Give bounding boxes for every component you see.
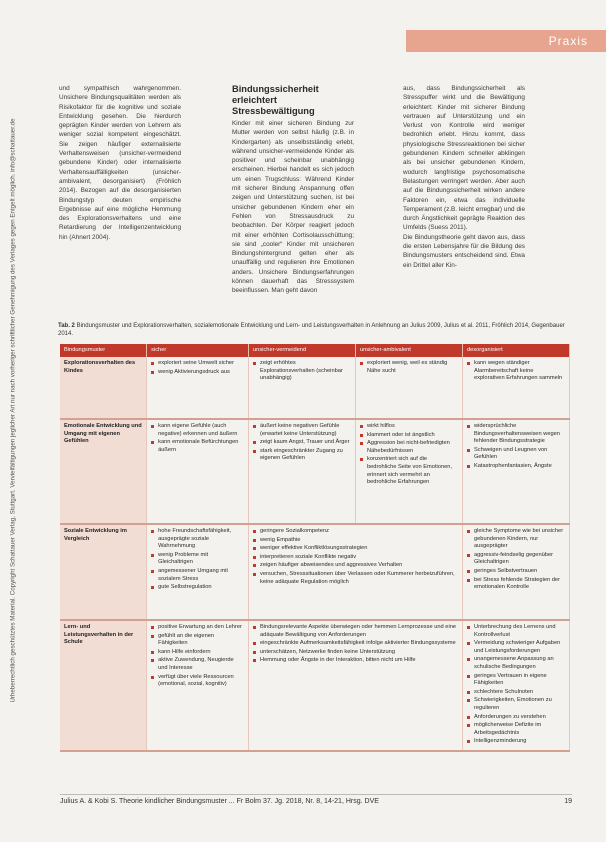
bullet-item: versuchen, Stresssituationen über Verlassen oder Kummerer herbeizuführen, keine adäquate Regulation möglich [260,571,458,586]
table-cell [462,357,569,419]
column-1-text: und sympathisch wahrgenommen. Unsichere Bindungsqualitäten werden als Risikofaktor für die kognitive und soziale Entwicklung gesehen. Die hierdurch geprägten Kinder werden von Lehrern als weniger sozial kompetent eingeschätzt. Sie zeigen häufiger externalisierte Verhaltensweisen (unsicher-vermeidend gebundene Kinder) oder internalisierte Verhaltensauffälligkeiten (unsicher-ambivalent, desorganisiert) (Fröhlich 2014). Bezogen auf die desorganisierten Bindungstyp deuten empirische Ergebnisse auf eine mögliche Hemmung des Explorationsverhaltens und eine Retardierung der Intelligenzentwicklung hin (Ahnert 2004). [59,85,181,241]
bullet-item: positive Erwartung an den Lehrer [158,624,244,632]
table-header-cell: unsicher-ambivalent [355,344,462,357]
table-cell [462,620,569,751]
table-cell [147,419,249,524]
bullet-item: Intelligenzminderung [474,738,565,746]
table-cell [462,419,569,524]
bullet-item: kann Hilfe einfordern [158,649,244,657]
bullet-item: wenig Aktivierungsdruck aus [158,369,244,377]
bullet-item: wirkt hilflos [367,423,458,431]
bullet-list [467,360,565,383]
column-2-text: Kinder mit einer sicheren Bindung zur Mutter werden von selbst häufig (z.B. in Kindergarten) als unselbstständig erlebt, während unsicher-vermeidende Kinder als positiver und scheinbar unabhängig erscheinen. Hierbei handelt es sich jedoch um einen Trugschluss: Während Kinder mit sicherer Bindung Anspannung offen zeigen und Unterstützung suchen, ist bei unsicher gebundenen Kindern eher ein Fehlen von Stressausdruck zu beobachten. Der Körper reagiert jedoch mit einer erhöhten Cortisolausschüttung; sie sind „cooler“ Kinder mit unsicheren Bindungshintergrund gelten eher als unauffällig und regulieren ihre Emotionen anders. Unsichere Bindungserfahrungen können dauerhaft das Stresssystem beeinflussen. Man geht davon [232,120,354,295]
bullet-list [467,624,565,746]
bullet-item: widersprüchliche Bindungsverhaltensweisen wegen fehlender Bindungsstrategie [474,423,565,446]
bullet-item: hohe Freundschaftsfähigkeit, ausgeprägte soziale Wahrnehmung [158,528,244,551]
bullet-item: eingeschränkte Aufmerksamkeitsfähigkeit infolge aktivierter Bindungssysteme [260,640,458,648]
column-3-text-b: Die Bindungstheorie geht davon aus, dass die ersten Lebensjahre für die Bildung des Bindungsmusters entscheidend sind. Etwa ein Drittel aller Kin- [403,233,525,269]
bullet-list [151,624,244,689]
bullet-item: verfügt über viele Ressourcen (emotional, sozial, kognitiv) [158,674,244,689]
page-number: 19 [564,798,572,805]
bullet-item: aggressiv-feindselig gegenüber Gleichaltrigen [474,552,565,567]
bullet-list [360,360,458,375]
table-cell [147,357,249,419]
bullet-item: Aggression bei nicht-befriedigten Nähebedürfnissen [367,440,458,455]
bullet-item: exploriert wenig, weil es ständig Nähe sucht [367,360,458,375]
row-label: Explorationsverhalten des Kindes [60,357,147,419]
bullet-item: unangemessene Anpassung an schulische Bedingungen [474,656,565,671]
bullet-item: gute Selbstregulation [158,584,244,592]
bullet-item: kann emotionale Befürchtungen äußern [158,439,244,454]
bullet-item: Schweigen und Leugnen von Gefühlen [474,447,565,462]
table-row [60,620,570,751]
bullet-item: wenig Probleme mit Gleichaltrigen [158,552,244,567]
bullet-list [253,624,458,665]
row-label: Lern- und Leistungsverhalten in der Schule [60,620,147,751]
attachment-table [60,344,570,752]
table-row [60,419,570,524]
bullet-item: stark eingeschränkter Zugang zu eigenen Gefühlen [260,448,351,463]
bullet-list [253,423,351,463]
table-cell [249,620,463,751]
bullet-item: aktive Zuwendung, Neugierde und Interesse [158,657,244,672]
table-header-cell: desorganisiert [462,344,569,357]
section-label: Praxis [548,34,588,48]
bullet-item: Vermeidung schwieriger Aufgaben und Leistungsforderungen [474,640,565,655]
table-row [60,524,570,620]
bullet-list [151,423,244,454]
bullet-item: interpretieren soziale Konflikte negativ [260,554,458,562]
bullet-list [151,360,244,376]
bullet-item: zeigt erhöhtes Explorationsverhalten (scheinbar unabhängig) [260,360,351,383]
bullet-item: Bindungsrelevante Aspekte überwiegen oder hemmen Lernprozesse und eine adäquate Bewältigung von Anforderungen [260,624,457,638]
table-cell [355,419,462,524]
bullet-item: geringere Sozialkompetenz [260,528,458,536]
table-header-row [60,344,570,357]
bullet-item: kann eigene Gefühle (auch negative) erkennen und äußern [158,423,244,438]
row-label: Soziale Entwicklung im Vergleich [60,524,147,620]
bullet-item: geringes Vertrauen in eigene Fähigkeiten [474,673,565,688]
table-caption-label: Tab. 2 [58,323,75,329]
column-3-text-a: aus, dass Bindungssicherheit als Stresspuffer wirkt und die Bewältigung erleichtert: Kinder mit sicherer Bindung vertrauen auf Unterstützung und ein Verlust von Kontrolle wird weniger bedrohlich erlebt. Hinzu kommt, dass physiologische Stressreaktionen bei sicher gebundenen Kindern schneller abklingen als bei unsicher gebundenen Kindern, wodurch langfristige psychosomatische Belastungen verringert werden. Aber auch auf die Bindungssicherheit wirken andere Faktoren ein, etwa das individuelle Temperament (z.B. leicht erregbar) und die durch Ängstlichkeit geprägte Reaktion des Umfelds (Suess 2011). [403,85,525,232]
table-header-cell: unsicher-vermeidend [249,344,356,357]
table-cell [249,357,356,419]
bullet-item: wenig Empathie [260,537,458,545]
bullet-item: Anforderungen zu verstehen [474,714,565,722]
bullet-item: Hemmung oder Ängste in der Interaktion, bitten nicht um Hilfe [260,657,458,665]
table-header-cell: sicher [147,344,249,357]
bullet-list [467,423,565,471]
table-caption [58,322,570,338]
bullet-item: schlechtere Schulnoten [474,689,565,697]
bullet-list [360,423,458,487]
bullet-item: Unterbrechung des Lernens und Kontrollverlust [474,624,565,639]
text-column-3 [403,84,525,270]
bullet-item: möglicherweise Defizite im Arbeitsgedächtnis [474,722,565,737]
bullet-list [253,528,458,586]
bullet-item: angemessener Umgang mit sozialem Stress [158,568,244,583]
bullet-item: zeigt kaum Angst, Trauer und Ärger [260,439,350,446]
table-cell [249,419,356,524]
bullet-item: äußert keine negativen Gefühle (erwartet keine Unterstützung) [260,423,351,438]
bullet-item: bei Stress fehlende Strategien der emotionalen Kontrolle [474,577,565,592]
footer-citation: Julius A. & Kobi S. Theorie kindlicher Bindungsmuster ... Fr Bolm 37. Jg. 2018, Nr. 8, 14-21, Hrsg. DVE [60,798,379,805]
bullet-item: klammert oder ist ängstlich [367,432,458,440]
bullet-item: konzentriert sich auf die bedrohliche Seite von Emotionen, erinnert sich vermehrt an bedrohliche Erfahrungen [367,456,458,486]
table-cell [462,524,569,620]
table-cell [147,524,249,620]
bullet-item: zeigen häufiger abweisendes und aggressives Verhalten [260,562,458,570]
copyright-notice: Urheberrechtlich geschütztes Material. Copyright Schattauer Verlag, Stuttgart. Vervielfältigungen jeglicher Art nur nach vorheriger schriftlicher Genehmigung des Verlages gegen Entgelt möglich. info@schattauer.de [9,117,17,703]
bullet-item: Katastrophenfantasien, Ängste [474,463,565,471]
bullet-list [253,360,351,383]
bullet-item: kann wegen ständiger Alarmbereitschaft keine explorativen Erfahrungen sammeln [474,360,565,383]
bullet-item: exploriert seine Umwelt sicher [158,360,244,368]
table-header-cell: Bindungsmuster [60,344,147,357]
bullet-item: geringes Selbstvertrauen [474,568,565,576]
page-footer [60,794,572,805]
section-tab [406,30,606,52]
bullet-item: Schwierigkeiten, Emotionen zu regulieren [474,697,565,712]
bullet-item: unterschätzen, Netzwerke finden keine Unterstützung [260,649,458,657]
table-row [60,357,570,419]
bullet-item: gefühlt an die eigenen Fähigkeiten [158,633,244,648]
bullet-item: gleiche Symptome wie bei unsicher gebundenen Kindern, nur ausgeprägter [473,528,564,550]
table-caption-text: Bindungsmuster und Explorationsverhalten, sozialemotionale Entwicklung und Lern- und Leistungsverhalten in Anlehnung an Julius 2009, Julius et al. 2011, Fröhlich 2014, Gegenbauer 2014. [58,323,565,337]
table-cell [355,357,462,419]
text-column-2 [232,84,354,296]
table-cell [249,524,463,620]
bullet-item: weniger effektive Konfliktlösungsstrategien [260,545,458,553]
text-column-1 [59,84,181,242]
bullet-list [467,528,565,592]
table-cell [147,620,249,751]
row-label: Emotionale Entwicklung und Umgang mit eigenen Gefühlen [60,419,147,524]
bullet-list [151,528,244,592]
copyright-sidebar [2,60,24,760]
column-2-heading: Bindungssicherheit erleichtert Stressbewältigung [232,84,319,116]
